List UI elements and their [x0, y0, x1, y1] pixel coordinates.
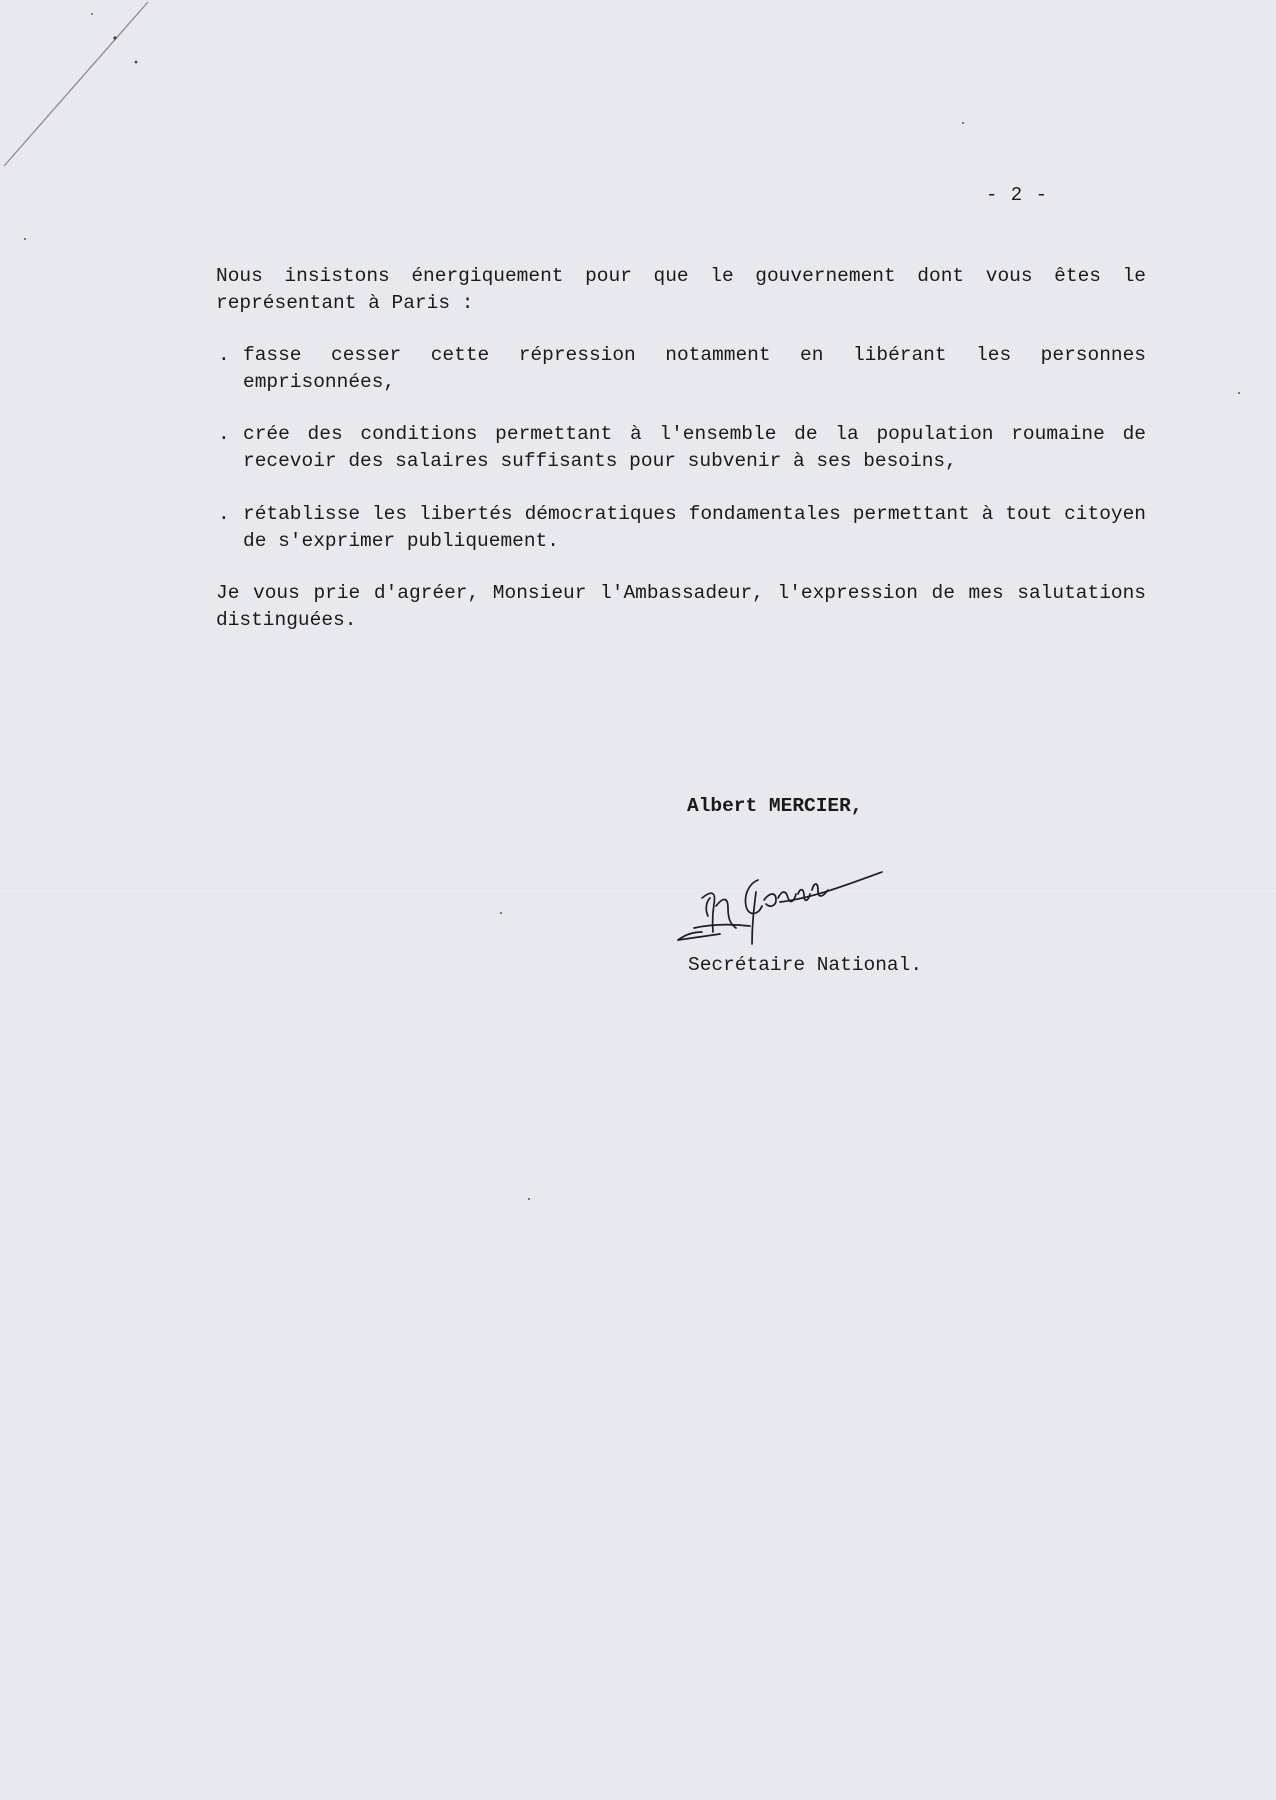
demand-text: rétablisse les libertés démocratiques fondamentales permettant à tout citoyen de s'exprimer publiquement.	[243, 503, 1146, 552]
signatory-title: Secrétaire National.	[688, 954, 923, 976]
page-number: - 2 -	[986, 184, 1049, 206]
bullet-marker: .	[218, 344, 230, 366]
bullet-marker: .	[218, 503, 230, 525]
paper-speck	[24, 238, 26, 240]
paper-speck	[1238, 392, 1240, 394]
closing-paragraph: Je vous prie d'agréer, Monsieur l'Ambassadeur, l'expression de mes salutations distinguées.	[216, 582, 1146, 631]
signatory-name: Albert MERCIER,	[687, 795, 863, 817]
demand-item	[216, 421, 1146, 474]
intro-paragraph: Nous insistons énergiquement pour que le gouvernement dont vous êtes le représentant à Paris :	[216, 265, 1146, 314]
demand-item	[216, 501, 1146, 554]
folded-corner-icon	[0, 0, 160, 170]
paper-speck	[528, 1198, 530, 1200]
paper-speck	[500, 912, 502, 914]
letter-body	[216, 263, 1146, 633]
demand-text: crée des conditions permettant à l'ensemble de la population roumaine de recevoir des salaires suffisants pour subvenir à ses besoins,	[243, 423, 1146, 472]
paper-fold-line	[0, 888, 1276, 890]
handwritten-signature-icon	[672, 840, 892, 950]
demand-item	[216, 342, 1146, 395]
bullet-marker: .	[218, 423, 230, 445]
demand-text: fasse cesser cette répression notamment en libérant les personnes emprisonnées,	[243, 344, 1146, 393]
paper-speck	[962, 122, 964, 124]
